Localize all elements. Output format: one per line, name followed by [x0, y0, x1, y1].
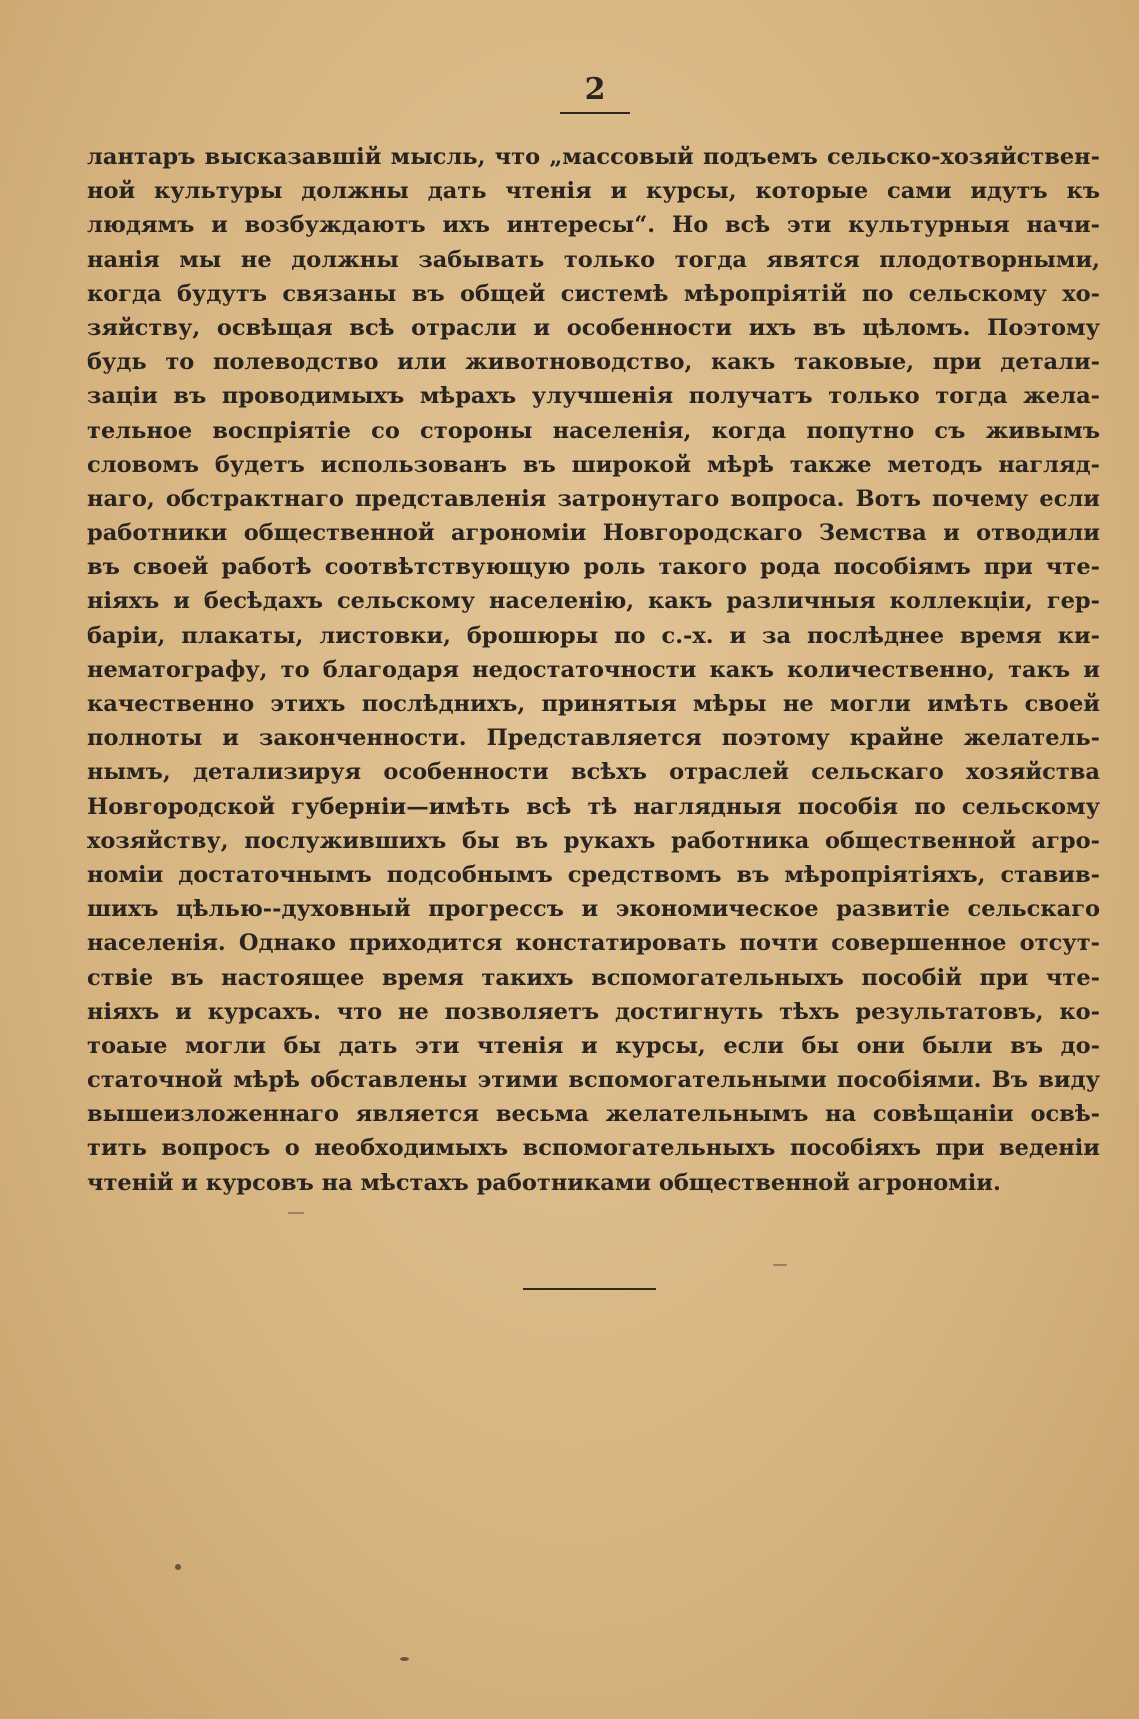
text-line: полноты и законченности. Представляется поэтому крайне желатель- — [87, 725, 1100, 752]
text-line: статочной мѣрѣ обставлены этими вспомогательными пособіями. Въ виду — [87, 1067, 1100, 1094]
text-line: вышеизложеннаго является весьма желательнымъ на совѣщаніи освѣ- — [87, 1101, 1100, 1128]
text-line: зяйству, освѣщая всѣ отрасли и особенности ихъ въ цѣломъ. Поэтому — [87, 314, 1100, 341]
text-line: тоаые могли бы дать эти чтенія и курсы, если бы они были въ до- — [87, 1032, 1100, 1059]
text-line: людямъ и возбуждаютъ ихъ интересы“. Но всѣ эти культурныя начи- — [87, 212, 1100, 239]
text-line: въ своей работѣ соотвѣтствующую роль такого рода пособіямъ при чте- — [87, 554, 1100, 581]
text-line: населенія. Однако приходится констатировать почти совершенное отсут- — [87, 930, 1100, 957]
paper-speck — [175, 1564, 181, 1570]
text-line: наго, обстрактнаго представленія затронутаго вопроса. Вотъ почему если — [87, 485, 1100, 512]
page-number-underline — [560, 112, 630, 114]
closing-rule — [523, 1288, 656, 1290]
text-line: тить вопросъ о необходимыхъ вспомогательныхъ пособіяхъ при веденіи — [87, 1135, 1100, 1162]
text-line: работники общественной агрономіи Новгородскаго Земства и отводили — [87, 520, 1100, 547]
text-line: ніяхъ и курсахъ. что не позволяетъ достигнуть тѣхъ результатовъ, ко- — [87, 998, 1100, 1025]
text-line: нанія мы не должны забывать только тогда явятся плодотворными, — [87, 246, 1100, 273]
body-text — [87, 140, 1100, 1200]
text-line: номіи достаточнымъ подсобнымъ средствомъ въ мѣропріятіяхъ, ставив- — [87, 861, 1100, 888]
text-line: качественно этихъ послѣднихъ, принятыя мѣры не могли имѣть своей — [87, 691, 1100, 717]
text-line: хозяйству, послужившихъ бы въ рукахъ работника общественной агро- — [87, 827, 1100, 854]
text-line: баріи, плакаты, листовки, брошюры по с.-х. и за послѣднее время ки- — [87, 622, 1100, 649]
text-line: шихъ цѣлью--духовный прогрессъ и экономическое развитіе сельскаго — [87, 896, 1100, 923]
text-line: словомъ будетъ использованъ въ широкой мѣрѣ также методъ нагляд- — [87, 451, 1100, 478]
paper-speck — [400, 1657, 409, 1661]
page-number: 2 — [584, 72, 606, 107]
paper-speck — [288, 1212, 304, 1214]
text-line: заціи въ проводимыхъ мѣрахъ улучшенія получатъ только тогда жела- — [87, 383, 1100, 410]
text-line: нематографу, то благодаря недостаточности какъ количественно, такъ и — [87, 656, 1100, 683]
text-line: лантаръ высказавшій мысль, что „массовый подъемъ сельско-хозяйствен- — [87, 144, 1100, 170]
text-line: будь то полеводство или животноводство, какъ таковые, при детали- — [87, 349, 1100, 376]
text-line: ніяхъ и бесѣдахъ сельскому населенію, какъ различныя коллекціи, гер- — [87, 588, 1100, 615]
text-line: ствіе въ настоящее время такихъ вспомогательныхъ пособій при чте- — [87, 964, 1100, 991]
text-line: когда будутъ связаны въ общей системѣ мѣропріятій по сельскому хо- — [87, 280, 1100, 307]
text-line: тельное воспріятіе со стороны населенія, когда попутно съ живымъ — [87, 417, 1100, 444]
text-line: Новгородской губерніи—имѣть всѣ тѣ наглядныя пособія по сельскому — [87, 793, 1100, 820]
paper-speck — [773, 1264, 787, 1266]
text-line: чтеній и курсовъ на мѣстахъ работниками общественной агрономіи. — [87, 1169, 1001, 1196]
text-line: нымъ, детализируя особенности всѣхъ отраслей сельскаго хозяйства — [87, 759, 1100, 786]
text-line: ной культуры должны дать чтенія и курсы, которые сами идутъ къ — [87, 178, 1100, 205]
